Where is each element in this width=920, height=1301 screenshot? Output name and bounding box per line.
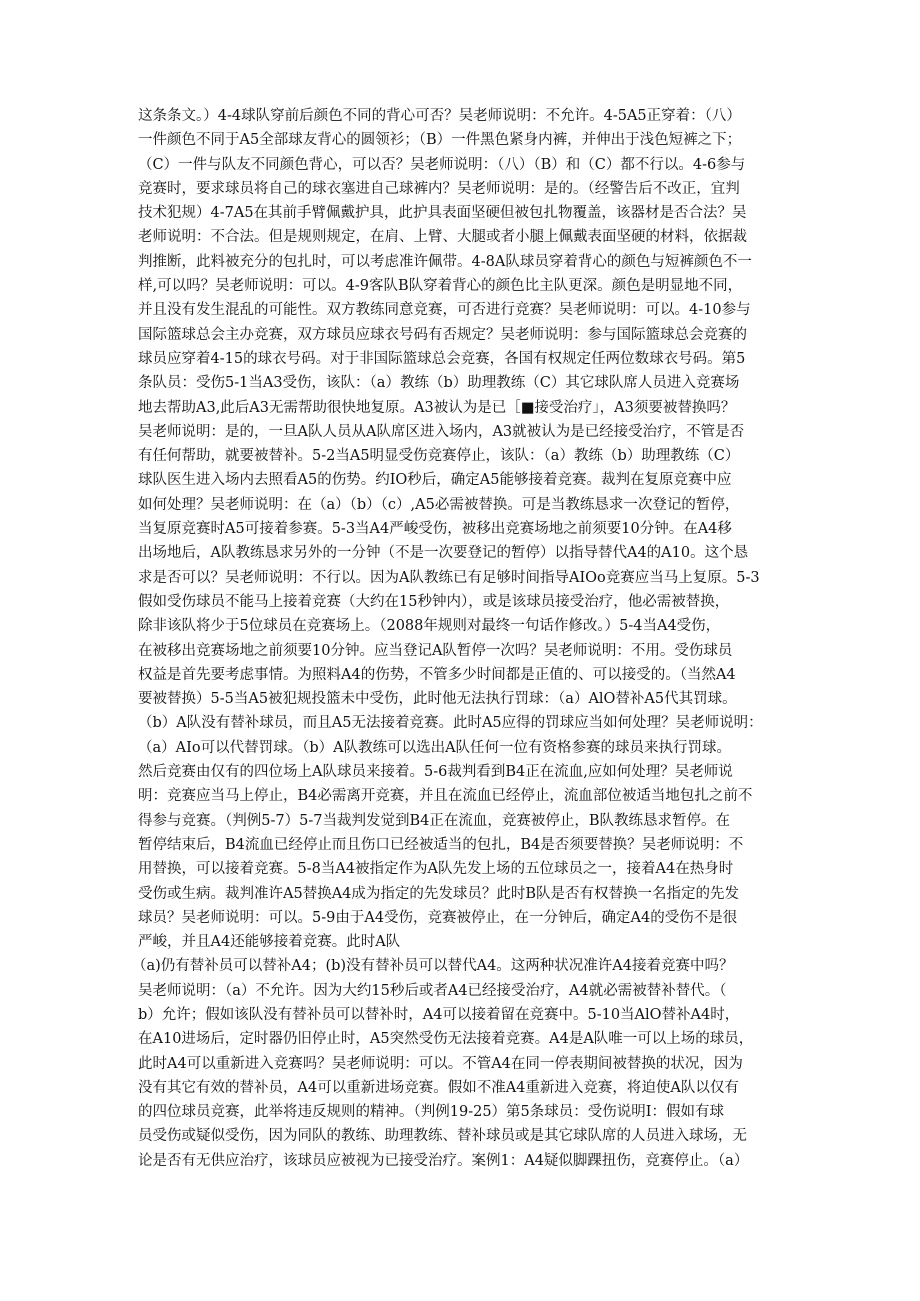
text-line: 一件颜色不同于A5全部球友背心的圆领衫；（B）一件黑色紧身内裤，并伸出于浅色短裤之下； <box>138 132 742 149</box>
text-line: 明：竞赛应当马上停止，B4必需离开竞赛，并且在流血已经停止，流血部位被适当地包扎之前不 <box>138 788 753 805</box>
text-line: 论是否有无供应治疗，该球员应被视为已接受治疗。案例1：A4疑似脚踝扭伤，竞赛停止。（a） <box>138 1152 749 1169</box>
text-line: 技术犯规）4-7A5在其前手臂佩戴护具，此护具表面坚硬但被包扎物覆盖，该器材是否合法？吴 <box>138 205 747 222</box>
text-line: 受伤或生病。裁判准许A5替换A4成为指定的先发球员？此时B队是否有权替换一名指定的先发 <box>138 885 740 902</box>
text-line: （a）AIo可以代替罚球。（b）A队教练可以选出A队任何一位有资格参赛的球员来执行罚球。 <box>138 739 732 756</box>
text-line: 当复原竞赛时A5可接着参赛。5-3当A4严峻受伤，被移出竞赛场地之前须要10分钟。在A4移 <box>138 521 732 538</box>
text-line: 竞赛时，要求球员将自己的球衣塞进自己球裤内？吴老师说明：是的。（经警告后不改正，宜判 <box>138 180 740 197</box>
text-line: 样,可以吗？吴老师说明：可以。4-9客队B队穿着背心的颜色比主队更深。颜色是明显地不同， <box>138 278 743 295</box>
text-line: 有任何帮助，就要被替补。5-2当A5明显受伤竞赛停止，该队：（a）教练（b）助理教练（C） <box>138 448 740 465</box>
text-line: 如何处理？吴老师说明：在（a）（b）（c）,A5必需被替换。可是当教练恳求一次登记的暂停， <box>138 496 740 513</box>
text-line: 判推断，此料被充分的包扎时，可以考虑准许佩带。4-8A队球员穿着背心的颜色与短裤颜色不一 <box>138 253 752 270</box>
text-line: 求是否可以？吴老师说明：不行以。因为A队教练已有足够时间指导AIOo竞赛应当马上复原。5-3 <box>138 569 760 586</box>
text-line: 严峻，并且A4还能够接着竞赛。此时A队 <box>138 934 401 951</box>
text-line: b）允许；假如该队没有替补员可以替补时，A4可以接着留在竞赛中。5-10当AlO替补A4时， <box>138 1006 740 1023</box>
text-line: 暂停结束后，B4流血已经停止而且伤口已经被适当的包扎，B4是否须要替换？吴老师说明：不 <box>138 836 744 853</box>
text-line: 条队员：受伤5-1当A3受伤，该队：（a）教练（b）助理教练（C）其它球队席人员进入竞赛场 <box>138 375 740 392</box>
text-line: 老师说明：不合法。但是规则规定，在肩、上臂、大腿或者小腿上佩戴表面坚硬的材料，依据裁 <box>138 229 747 246</box>
text-line: 出场地后，A队教练恳求另外的一分钟（不是一次要登记的暂停）以指导替代A4的A10。这个恳 <box>138 545 749 562</box>
text-line: 吴老师说明：是的，一旦A队人员从A队席区进入场内，A3就被认为是已经接受治疗，不管是否 <box>138 423 745 440</box>
text-line: 假如受伤球员不能马上接着竞赛（大约在15秒钟内），或是该球员接受治疗，他必需被替换， <box>138 593 730 610</box>
text-line: 除非该队将少于5位球员在竞赛场上。（2088年规则对最终一句话作修改。）5-4当A4受伤， <box>138 618 721 635</box>
text-line: 用替换，可以接着竞赛。5-8当A4被指定作为A队先发上场的五位球员之一，接着A4在热身时 <box>138 861 734 878</box>
text-line: 吴老师说明：（a）不允许。因为大约15秒后或者A4已经接受治疗，A4就必需被替补替代。（ <box>138 982 727 999</box>
text-line: 球员？吴老师说明：可以。5-9由于A4受伤，竞赛被停止，在一分钟后，确定A4的受伤不是很 <box>138 909 738 926</box>
text-line: 没有其它有效的替补员，A4可以重新进场竞赛。假如不准A4重新进入竞赛，将迫使A队以仅有 <box>138 1079 739 1096</box>
text-line: 在被移出竞赛场地之前须要10分钟。应当登记A队暂停一次吗？吴老师说明：不用。受伤球员 <box>138 642 733 659</box>
text-line: 地去帮助A3,此后A3无需帮助很快地复原。A3被认为是已［■接受治疗」，A3须要被替换吗？ <box>138 399 736 416</box>
text-line: （a)仍有替补员可以替补A4；(b)没有替补员可以替代A4。这两种状况准许A4接着竞赛中吗？ <box>132 958 734 975</box>
text-line: 权益是首先要考虑事情。为照料A4的伤势，不管多少时间都是正值的、可以接受的。（当然A4 <box>138 666 736 683</box>
text-line: 这条条文。）4-4球队穿前后颜色不同的背心可否？吴老师说明：不允许。4-5A5正穿着：（八） <box>138 108 741 124</box>
text-line: 球队医生进入场内去照看A5的伤势。约IO秒后，确定A5能够接着竞赛。裁判在复原竞赛中应 <box>138 472 732 489</box>
text-line: 得参与竞赛。（判例5-7）5-7当裁判发觉到B4正在流血，竞赛被停止，B队教练恳求暂停。在 <box>138 812 730 829</box>
text-line: 国际篮球总会主办竞赛，双方球员应球衣号码有否规定？吴老师说明：参与国际篮球总会竞赛的 <box>138 326 747 343</box>
text-line: 然后竞赛由仅有的四位场上A队球员来接着。5-6裁判看到B4正在流血,应如何处理？吴老师说 <box>138 764 733 781</box>
text-line: 并且没有发生混乱的可能性。双方教练同意竞赛，可否进行竞赛？吴老师说明：可以。4-10参与 <box>138 302 751 319</box>
text-line: 此时A4可以重新进入竞赛吗？吴老师说明：可以。不管A4在同一停表期间被替换的状况，因为 <box>138 1055 743 1072</box>
body-text <box>132 104 788 1173</box>
text-line: 的四位球员竞赛，此举将违反规则的精神。（判例19-25）第5条球员：受伤说明I：假如有球 <box>138 1104 725 1121</box>
text-line: 要被替换）5-5当A5被犯规投篮未中受伤，此时他无法执行罚球：（a）AlO替补A5代其罚球。 <box>138 691 737 708</box>
text-line: 员受伤或疑似受伤，因为同队的教练、助理教练、替补球员或是其它球队席的人员进入球场，无 <box>138 1128 747 1145</box>
text-line: 在A10进场后，定时器仍旧停止时，A5突然受伤无法接着竞赛。A4是A队唯一可以上场的球员， <box>138 1031 754 1048</box>
text-line: （b）A队没有替补球员，而且A5无法接着竞赛。此时A5应得的罚球应当如何处理？吴老师说明： <box>138 715 763 732</box>
text-line: （C）一件与队友不同颜色背心，可以否？吴老师说明：（八）（B）和（C）都不行以。4-6参与 <box>138 156 746 173</box>
text-line: 球员应穿着4-15的球衣号码。对于非国际篮球总会竞赛，各国有权规定任两位数球衣号码。第5 <box>138 350 746 367</box>
